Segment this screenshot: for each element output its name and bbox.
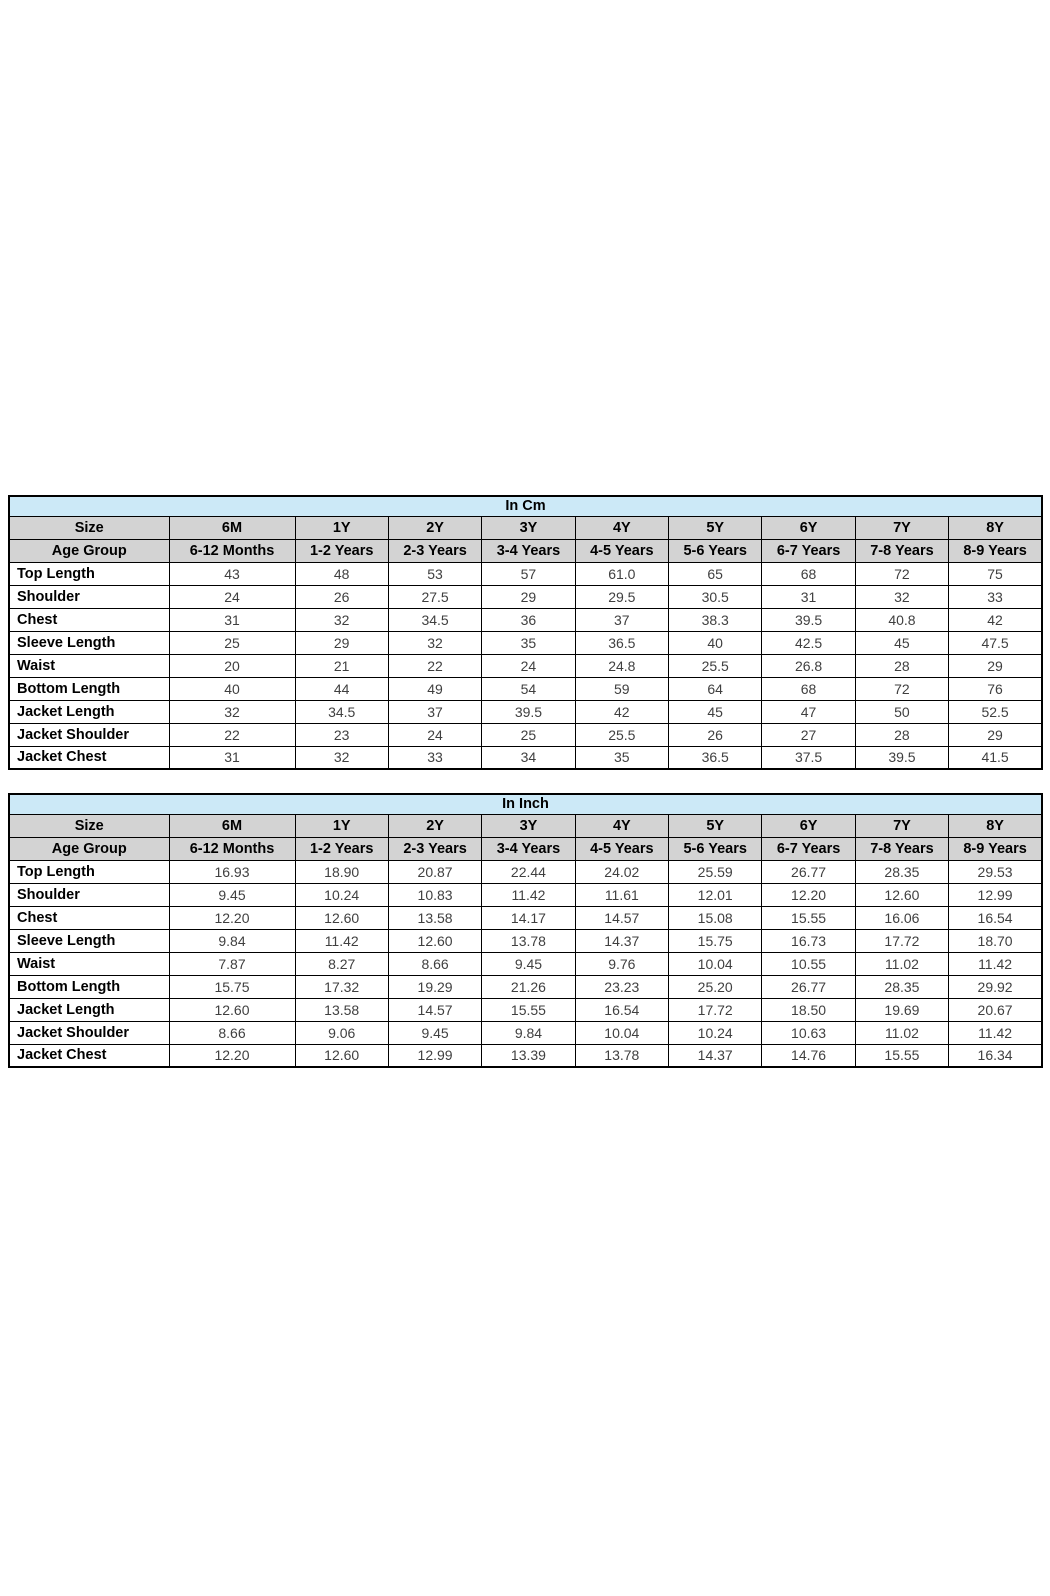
measurement-value: 17.32 [295, 975, 388, 998]
measurement-value: 9.06 [295, 1021, 388, 1044]
measurement-value: 47 [762, 700, 855, 723]
size-header-cell: 4Y [575, 516, 668, 539]
measurement-value: 28.35 [855, 860, 948, 883]
measurement-value: 39.5 [855, 746, 948, 769]
measurement-value: 36.5 [575, 631, 668, 654]
measurement-row [9, 654, 1042, 677]
measurement-value: 34.5 [388, 608, 481, 631]
measurement-value: 26.8 [762, 654, 855, 677]
size-header-cell: 3Y [482, 516, 575, 539]
measurement-value: 26.77 [762, 975, 855, 998]
measurement-value: 42.5 [762, 631, 855, 654]
measurement-value: 75 [949, 562, 1042, 585]
measurement-row [9, 952, 1042, 975]
measurement-value: 17.72 [855, 929, 948, 952]
size-header-row [9, 516, 1042, 539]
measurement-value: 14.37 [669, 1044, 762, 1067]
measurement-value: 29 [482, 585, 575, 608]
measurement-value: 27.5 [388, 585, 481, 608]
measurement-value: 32 [169, 700, 295, 723]
measurement-label: Top Length [9, 562, 169, 585]
measurement-value: 53 [388, 562, 481, 585]
size-table-inch [8, 793, 1043, 1068]
measurement-value: 15.08 [669, 906, 762, 929]
measurement-value: 22 [169, 723, 295, 746]
measurement-value: 29.92 [949, 975, 1042, 998]
size-header-row [9, 814, 1042, 837]
measurement-value: 36.5 [669, 746, 762, 769]
size-header-cell: 8Y [949, 516, 1042, 539]
measurement-value: 34 [482, 746, 575, 769]
measurement-label: Jacket Length [9, 998, 169, 1021]
measurement-value: 52.5 [949, 700, 1042, 723]
measurement-value: 72 [855, 562, 948, 585]
measurement-value: 29.53 [949, 860, 1042, 883]
measurement-value: 15.75 [169, 975, 295, 998]
measurement-label: Sleeve Length [9, 631, 169, 654]
age-group-row-label: Age Group [9, 837, 169, 860]
age-group-header-cell: 1-2 Years [295, 539, 388, 562]
age-group-header-cell: 4-5 Years [575, 539, 668, 562]
measurement-value: 29 [949, 654, 1042, 677]
measurement-value: 10.24 [295, 883, 388, 906]
measurement-value: 32 [295, 746, 388, 769]
measurement-label: Jacket Length [9, 700, 169, 723]
measurement-value: 13.78 [482, 929, 575, 952]
measurement-value: 18.50 [762, 998, 855, 1021]
measurement-value: 14.17 [482, 906, 575, 929]
measurement-value: 24 [169, 585, 295, 608]
measurement-value: 40 [169, 677, 295, 700]
measurement-value: 13.39 [482, 1044, 575, 1067]
measurement-value: 25 [482, 723, 575, 746]
measurement-row [9, 700, 1042, 723]
measurement-value: 37 [575, 608, 668, 631]
measurement-row [9, 585, 1042, 608]
measurement-value: 32 [388, 631, 481, 654]
measurement-label: Shoulder [9, 883, 169, 906]
measurement-value: 26.77 [762, 860, 855, 883]
measurement-value: 14.37 [575, 929, 668, 952]
measurement-value: 22 [388, 654, 481, 677]
measurement-value: 26 [669, 723, 762, 746]
measurement-value: 12.20 [762, 883, 855, 906]
measurement-label: Jacket Shoulder [9, 723, 169, 746]
table-title-row [9, 496, 1042, 516]
measurement-value: 15.55 [762, 906, 855, 929]
measurement-value: 16.93 [169, 860, 295, 883]
measurement-value: 38.3 [669, 608, 762, 631]
measurement-value: 12.20 [169, 1044, 295, 1067]
measurement-value: 40.8 [855, 608, 948, 631]
measurement-value: 68 [762, 677, 855, 700]
measurement-row [9, 608, 1042, 631]
measurement-label: Waist [9, 952, 169, 975]
measurement-value: 43 [169, 562, 295, 585]
measurement-value: 57 [482, 562, 575, 585]
measurement-value: 11.42 [295, 929, 388, 952]
measurement-value: 37 [388, 700, 481, 723]
measurement-value: 25 [169, 631, 295, 654]
size-table-cm-container [8, 495, 1043, 770]
measurement-value: 29.5 [575, 585, 668, 608]
measurement-value: 10.04 [575, 1021, 668, 1044]
size-header-cell: 5Y [669, 516, 762, 539]
measurement-label: Waist [9, 654, 169, 677]
measurement-row [9, 1021, 1042, 1044]
measurement-value: 61.0 [575, 562, 668, 585]
measurement-value: 48 [295, 562, 388, 585]
age-group-header-cell: 6-12 Months [169, 837, 295, 860]
measurement-value: 36 [482, 608, 575, 631]
table-title-inch: In Inch [9, 794, 1042, 814]
measurement-value: 23.23 [575, 975, 668, 998]
measurement-value: 31 [169, 746, 295, 769]
measurement-value: 18.90 [295, 860, 388, 883]
age-group-header-cell: 1-2 Years [295, 837, 388, 860]
measurement-value: 42 [949, 608, 1042, 631]
measurement-value: 11.42 [949, 952, 1042, 975]
measurement-value: 31 [169, 608, 295, 631]
measurement-value: 12.99 [388, 1044, 481, 1067]
measurement-value: 24 [482, 654, 575, 677]
measurement-value: 23 [295, 723, 388, 746]
measurement-value: 44 [295, 677, 388, 700]
measurement-value: 10.04 [669, 952, 762, 975]
measurement-value: 39.5 [762, 608, 855, 631]
measurement-value: 12.99 [949, 883, 1042, 906]
age-group-header-cell: 6-12 Months [169, 539, 295, 562]
size-row-label: Size [9, 516, 169, 539]
measurement-value: 19.69 [855, 998, 948, 1021]
measurement-label: Jacket Chest [9, 1044, 169, 1067]
age-group-header-cell: 6-7 Years [762, 539, 855, 562]
measurement-value: 24.8 [575, 654, 668, 677]
table-title-cm: In Cm [9, 496, 1042, 516]
measurement-value: 11.42 [482, 883, 575, 906]
age-group-header-cell: 7-8 Years [855, 539, 948, 562]
size-table-cm [8, 495, 1043, 770]
measurement-value: 24 [388, 723, 481, 746]
size-header-cell: 2Y [388, 516, 481, 539]
measurement-value: 16.34 [949, 1044, 1042, 1067]
size-header-cell: 8Y [949, 814, 1042, 837]
size-header-cell: 1Y [295, 814, 388, 837]
measurement-value: 24.02 [575, 860, 668, 883]
measurement-value: 64 [669, 677, 762, 700]
measurement-value: 28 [855, 654, 948, 677]
measurement-value: 20.87 [388, 860, 481, 883]
size-header-cell: 6Y [762, 814, 855, 837]
measurement-value: 32 [295, 608, 388, 631]
measurement-label: Top Length [9, 860, 169, 883]
measurement-value: 54 [482, 677, 575, 700]
measurement-value: 9.45 [388, 1021, 481, 1044]
measurement-value: 40 [669, 631, 762, 654]
measurement-value: 10.55 [762, 952, 855, 975]
measurement-value: 47.5 [949, 631, 1042, 654]
size-header-cell: 6M [169, 516, 295, 539]
measurement-value: 9.84 [169, 929, 295, 952]
measurement-value: 28.35 [855, 975, 948, 998]
measurement-row [9, 975, 1042, 998]
measurement-value: 16.54 [575, 998, 668, 1021]
size-header-cell: 7Y [855, 516, 948, 539]
measurement-value: 13.78 [575, 1044, 668, 1067]
measurement-value: 20 [169, 654, 295, 677]
measurement-row [9, 929, 1042, 952]
age-group-header-cell: 8-9 Years [949, 539, 1042, 562]
measurement-value: 13.58 [388, 906, 481, 929]
measurement-value: 25.59 [669, 860, 762, 883]
measurement-value: 33 [388, 746, 481, 769]
measurement-row [9, 631, 1042, 654]
measurement-value: 16.73 [762, 929, 855, 952]
age-group-header-cell: 4-5 Years [575, 837, 668, 860]
measurement-row [9, 860, 1042, 883]
age-group-row-label: Age Group [9, 539, 169, 562]
measurement-value: 9.45 [482, 952, 575, 975]
measurement-value: 21.26 [482, 975, 575, 998]
measurement-value: 12.01 [669, 883, 762, 906]
measurement-value: 39.5 [482, 700, 575, 723]
size-header-cell: 1Y [295, 516, 388, 539]
measurement-value: 15.55 [482, 998, 575, 1021]
age-group-header-cell: 6-7 Years [762, 837, 855, 860]
measurement-value: 8.66 [388, 952, 481, 975]
measurement-value: 29 [295, 631, 388, 654]
measurement-row [9, 723, 1042, 746]
measurement-value: 16.54 [949, 906, 1042, 929]
measurement-value: 12.60 [388, 929, 481, 952]
age-group-header-cell: 2-3 Years [388, 837, 481, 860]
measurement-row [9, 746, 1042, 769]
measurement-value: 14.76 [762, 1044, 855, 1067]
size-header-cell: 4Y [575, 814, 668, 837]
measurement-value: 9.76 [575, 952, 668, 975]
size-header-cell: 7Y [855, 814, 948, 837]
measurement-value: 72 [855, 677, 948, 700]
measurement-value: 35 [575, 746, 668, 769]
measurement-value: 32 [855, 585, 948, 608]
age-group-header-row [9, 539, 1042, 562]
measurement-value: 10.83 [388, 883, 481, 906]
measurement-value: 19.29 [388, 975, 481, 998]
measurement-value: 22.44 [482, 860, 575, 883]
measurement-value: 17.72 [669, 998, 762, 1021]
age-group-header-cell: 5-6 Years [669, 837, 762, 860]
size-header-cell: 6M [169, 814, 295, 837]
measurement-row [9, 998, 1042, 1021]
measurement-row [9, 883, 1042, 906]
measurement-value: 28 [855, 723, 948, 746]
size-row-label: Size [9, 814, 169, 837]
measurement-value: 12.60 [295, 1044, 388, 1067]
measurement-value: 18.70 [949, 929, 1042, 952]
measurement-value: 27 [762, 723, 855, 746]
table-title-row [9, 794, 1042, 814]
measurement-value: 20.67 [949, 998, 1042, 1021]
measurement-value: 9.45 [169, 883, 295, 906]
measurement-value: 25.5 [575, 723, 668, 746]
measurement-value: 25.20 [669, 975, 762, 998]
measurement-label: Bottom Length [9, 677, 169, 700]
measurement-label: Bottom Length [9, 975, 169, 998]
measurement-value: 37.5 [762, 746, 855, 769]
measurement-value: 21 [295, 654, 388, 677]
measurement-value: 11.02 [855, 1021, 948, 1044]
size-header-cell: 2Y [388, 814, 481, 837]
measurement-value: 11.61 [575, 883, 668, 906]
measurement-value: 14.57 [388, 998, 481, 1021]
measurement-row [9, 562, 1042, 585]
measurement-value: 12.60 [169, 998, 295, 1021]
age-group-header-cell: 5-6 Years [669, 539, 762, 562]
measurement-value: 12.60 [855, 883, 948, 906]
age-group-header-cell: 3-4 Years [482, 539, 575, 562]
measurement-row [9, 1044, 1042, 1067]
measurement-label: Shoulder [9, 585, 169, 608]
measurement-value: 35 [482, 631, 575, 654]
measurement-value: 45 [855, 631, 948, 654]
measurement-value: 29 [949, 723, 1042, 746]
age-group-header-cell: 3-4 Years [482, 837, 575, 860]
measurement-value: 26 [295, 585, 388, 608]
age-group-header-cell: 8-9 Years [949, 837, 1042, 860]
measurement-value: 13.58 [295, 998, 388, 1021]
size-table-inch-container [8, 793, 1043, 1068]
measurement-value: 11.42 [949, 1021, 1042, 1044]
measurement-value: 16.06 [855, 906, 948, 929]
measurement-label: Jacket Chest [9, 746, 169, 769]
size-chart-document [8, 495, 1043, 1068]
measurement-value: 8.66 [169, 1021, 295, 1044]
measurement-value: 15.75 [669, 929, 762, 952]
measurement-value: 8.27 [295, 952, 388, 975]
size-header-cell: 6Y [762, 516, 855, 539]
measurement-row [9, 677, 1042, 700]
age-group-header-row [9, 837, 1042, 860]
measurement-label: Chest [9, 906, 169, 929]
measurement-value: 34.5 [295, 700, 388, 723]
measurement-value: 76 [949, 677, 1042, 700]
measurement-value: 12.20 [169, 906, 295, 929]
measurement-row [9, 906, 1042, 929]
measurement-value: 45 [669, 700, 762, 723]
measurement-value: 65 [669, 562, 762, 585]
measurement-value: 7.87 [169, 952, 295, 975]
measurement-value: 41.5 [949, 746, 1042, 769]
measurement-value: 11.02 [855, 952, 948, 975]
measurement-value: 15.55 [855, 1044, 948, 1067]
measurement-value: 59 [575, 677, 668, 700]
measurement-value: 25.5 [669, 654, 762, 677]
measurement-value: 49 [388, 677, 481, 700]
measurement-value: 12.60 [295, 906, 388, 929]
age-group-header-cell: 7-8 Years [855, 837, 948, 860]
measurement-value: 33 [949, 585, 1042, 608]
size-header-cell: 5Y [669, 814, 762, 837]
measurement-value: 42 [575, 700, 668, 723]
age-group-header-cell: 2-3 Years [388, 539, 481, 562]
measurement-value: 30.5 [669, 585, 762, 608]
measurement-label: Sleeve Length [9, 929, 169, 952]
measurement-label: Jacket Shoulder [9, 1021, 169, 1044]
measurement-value: 9.84 [482, 1021, 575, 1044]
measurement-value: 31 [762, 585, 855, 608]
measurement-value: 14.57 [575, 906, 668, 929]
measurement-value: 68 [762, 562, 855, 585]
measurement-value: 10.24 [669, 1021, 762, 1044]
size-header-cell: 3Y [482, 814, 575, 837]
measurement-value: 10.63 [762, 1021, 855, 1044]
measurement-value: 50 [855, 700, 948, 723]
measurement-label: Chest [9, 608, 169, 631]
